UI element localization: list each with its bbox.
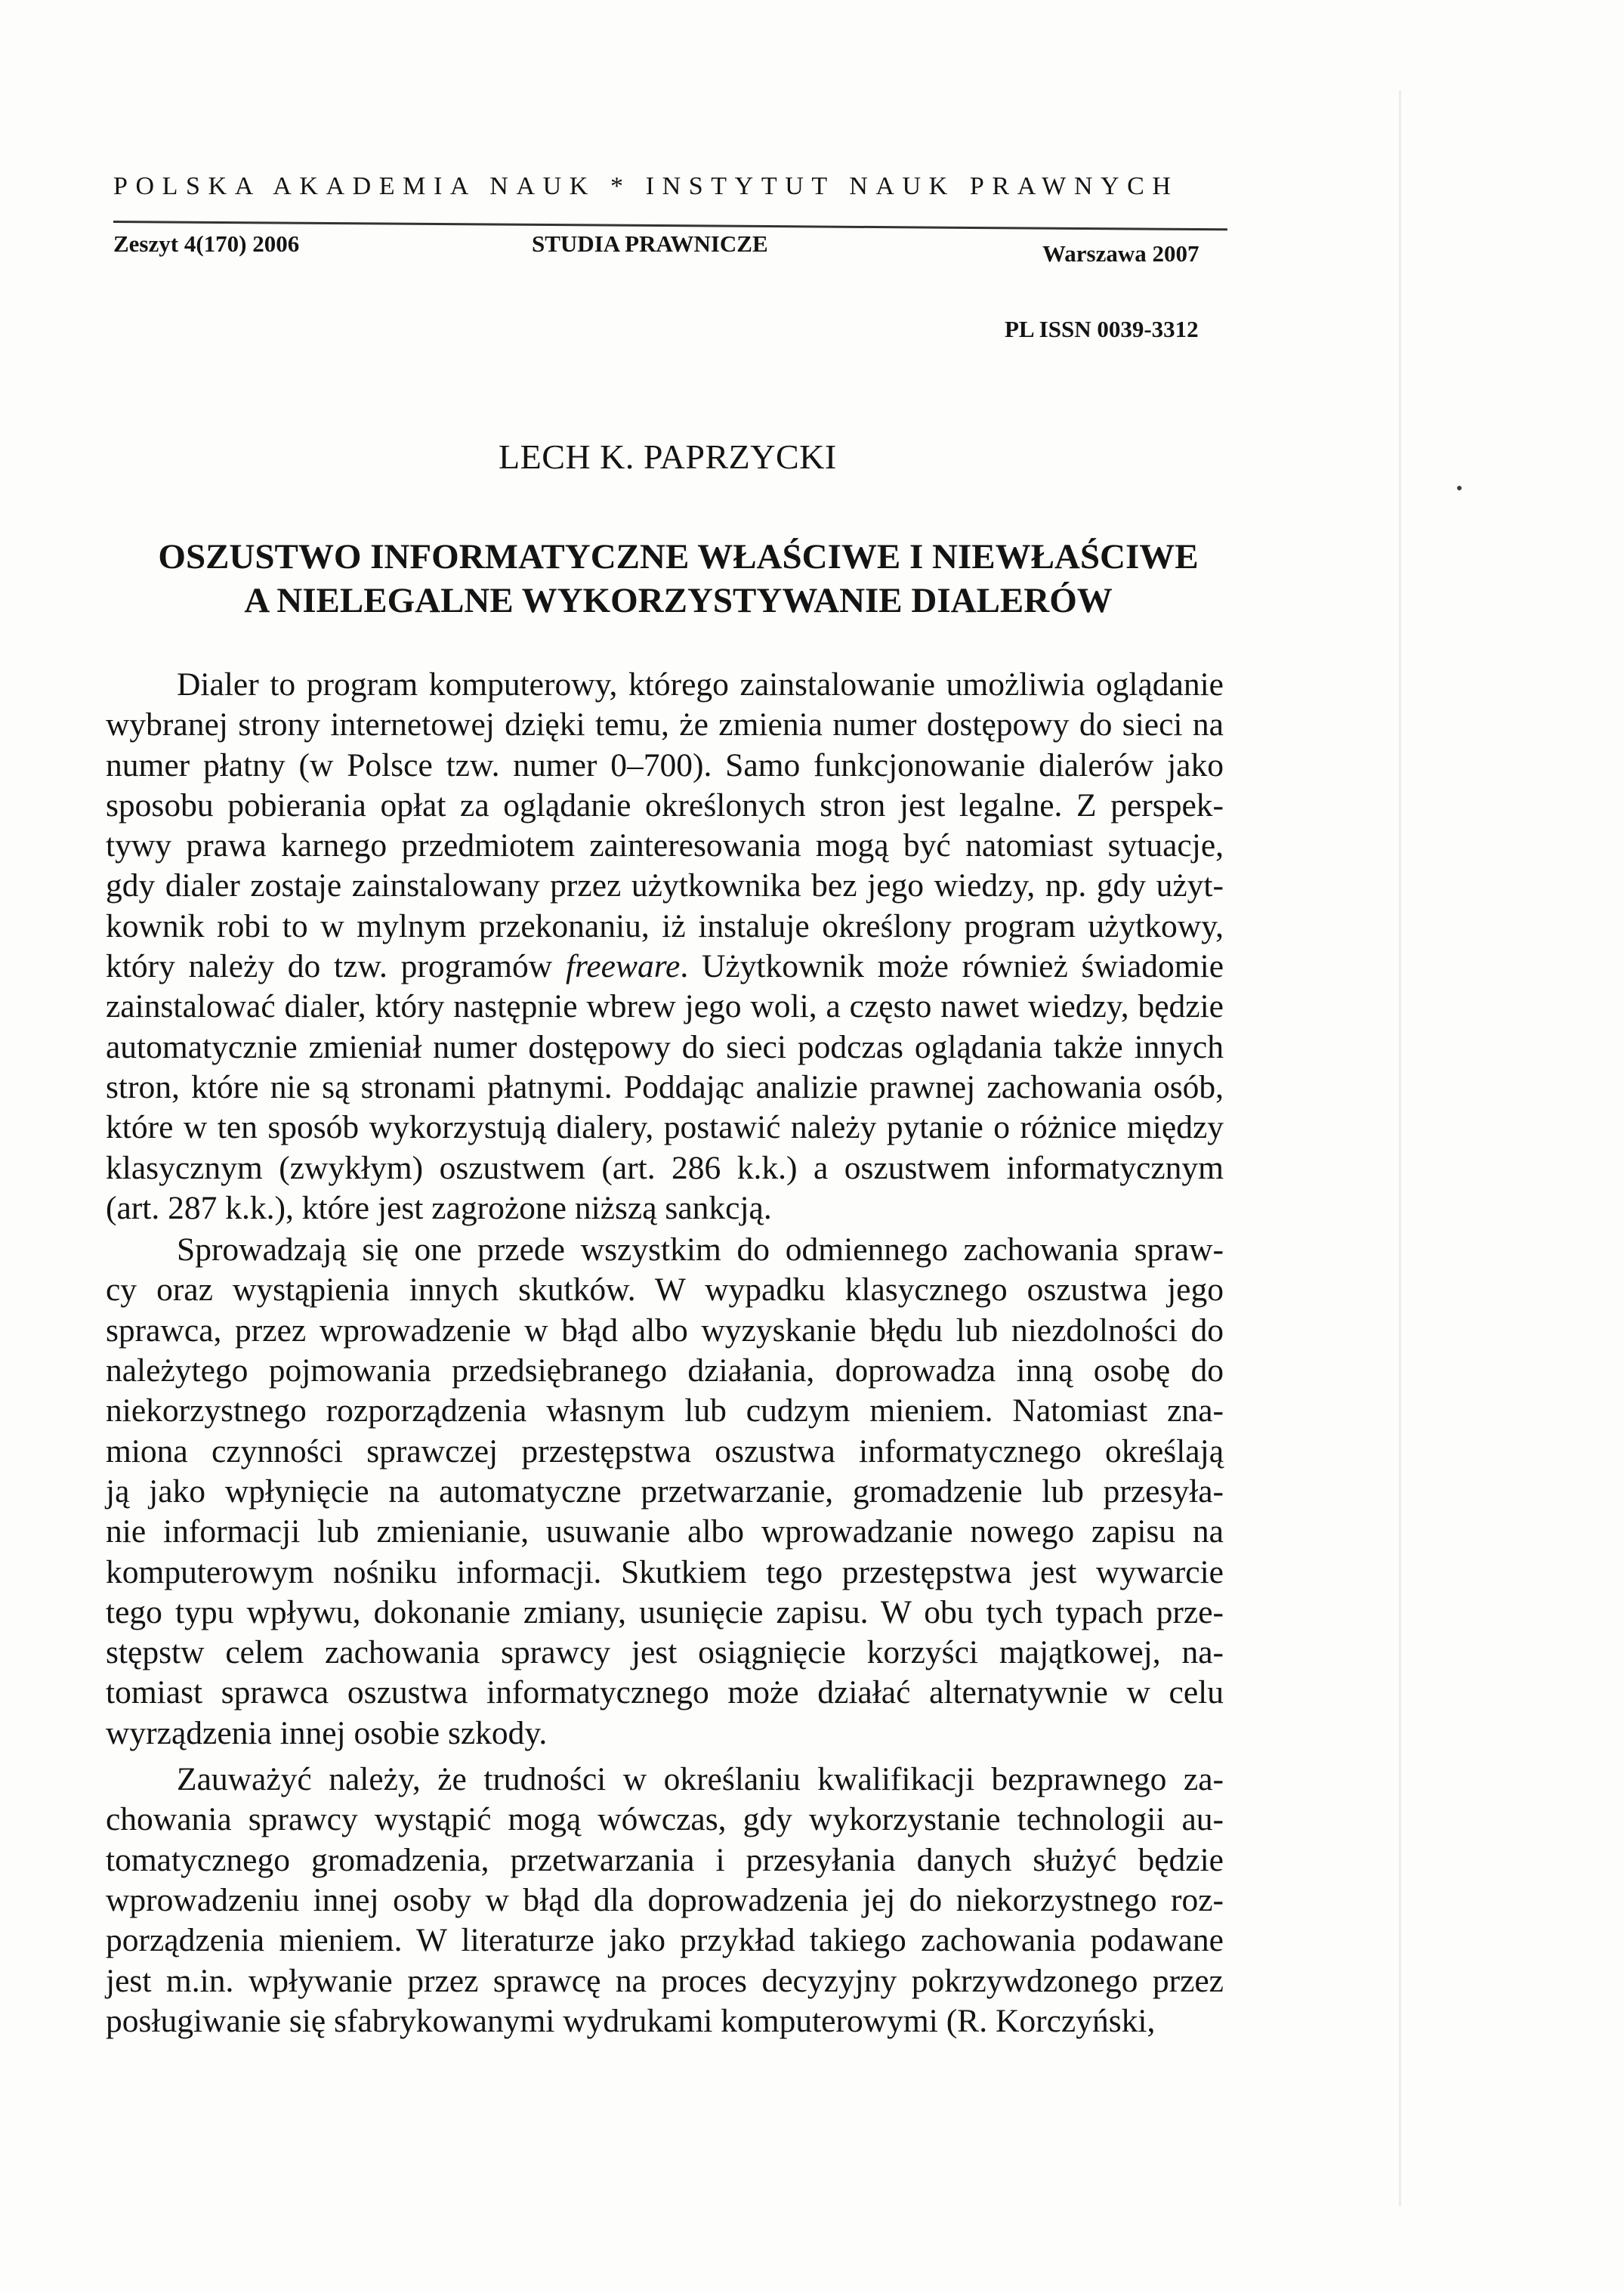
text-line: tego typu wpływu, dokonanie zmiany, usunięcie zapisu. W obu tych typach prze- — [106, 1593, 1224, 1630]
author-name: LECH K. PAPRZYCKI — [499, 437, 837, 476]
text-line: kownik robi to w mylnym przekonaniu, iż instaluje określony program użytkowy, — [106, 907, 1224, 944]
text-line: porządzenia mieniem. W literaturze jako przykład takiego zachowania podawane — [106, 1922, 1224, 1959]
text-line: Zauważyć należy, że trudności w określaniu kwalifikacji bezprawnego za- — [177, 1761, 1224, 1798]
text-line: sprawca, przez wprowadzenie w błąd albo wyzyskanie błędu lub niezdolności do — [106, 1312, 1224, 1349]
text-line: gdy dialer zostaje zainstalowany przez użytkownika bez jego wiedzy, np. gdy użyt- — [106, 867, 1224, 904]
text-line: (art. 287 k.k.), które jest zagrożone niższą sankcją. — [106, 1189, 772, 1226]
text-line: Dialer to program komputerowy, którego zainstalowanie umożliwia oglądanie — [177, 666, 1224, 703]
title-line: A NIELEGALNE WYKORZYSTYWANIE DIALERÓW — [244, 581, 1113, 620]
text-line: nie informacji lub zmienianie, usuwanie albo wprowadzanie nowego zapisu na — [106, 1513, 1224, 1550]
text-line: tomatycznego gromadzenia, przetwarzania i przesyłania danych służyć będzie — [106, 1841, 1224, 1878]
text-line: sposobu pobierania opłat za oglądanie określonych stron jest legalne. Z perspek- — [106, 786, 1224, 824]
text-line: tywy prawa karnego przedmiotem zainteresowania mogą być natomiast sytuacje, — [106, 827, 1224, 864]
text-line: posługiwanie się sfabrykowanymi wydrukami komputerowymi (R. Korczyński, — [106, 2002, 1156, 2039]
text-line: stron, które nie są stronami płatnymi. Poddając analizie prawnej zachowania osób, — [106, 1068, 1224, 1105]
text-line: komputerowym nośniku informacji. Skutkiem tego przestępstwa jest wywarcie — [106, 1553, 1224, 1590]
article-body — [106, 665, 1224, 2041]
place-year: Warszawa 2007 — [1042, 240, 1199, 267]
text-line: niekorzystnego rozporządzenia własnym lub cudzym mieniem. Natomiast zna- — [106, 1392, 1224, 1429]
text-line: stępstw celem zachowania sprawcy jest osiągnięcie korzyści majątkowej, na- — [106, 1634, 1224, 1671]
text-line: automatycznie zmieniał numer dostępowy do sieci podczas oglądania także innych — [106, 1028, 1224, 1065]
text-line: wybranej strony internetowej dzięki temu, że zmienia numer dostępowy do sieci na — [106, 706, 1224, 743]
scan-page-edge — [1399, 91, 1401, 2206]
issue-number: Zeszyt 4(170) 2006 — [113, 230, 300, 257]
title-line: OSZUSTWO INFORMATYCZNE WŁAŚCIWE I NIEWŁAŚCIWE — [158, 537, 1199, 576]
scan-speck — [1457, 486, 1462, 490]
header-rule — [113, 221, 1227, 230]
text-line: które w ten sposób wykorzystują dialery, postawić należy pytanie o różnice między — [106, 1109, 1224, 1146]
italic-term: freeware — [565, 948, 681, 985]
text-line: cy oraz wystąpienia innych skutków. W wypadku klasycznego oszustwa jego — [106, 1272, 1224, 1309]
text-line: zainstalować dialer, który następnie wbrew jego woli, a często nawet wiedzy, będzie — [106, 988, 1224, 1025]
text-line: chowania sprawcy wystąpić mogą wówczas, gdy wykorzystanie technologii au- — [106, 1801, 1224, 1838]
text-line: jest m.in. wpływanie przez sprawcę na proces decyzyjny pokrzywdzonego przez — [106, 1962, 1224, 1999]
paragraph — [106, 1760, 1224, 2041]
paragraph — [106, 1230, 1224, 1754]
text-line: wprowadzeniu innej osoby w błąd dla doprowadzenia jej do niekorzystnego roz- — [106, 1881, 1224, 1918]
text-line: należytego pojmowania przedsiębranego działania, doprowadza inną osobę do — [106, 1352, 1224, 1389]
paragraph — [106, 665, 1224, 1228]
text-line: klasycznym (zwykłym) oszustwem (art. 286 k.k.) a oszustwem informatycznym — [106, 1149, 1224, 1186]
running-head: POLSKA AKADEMIA NAUK * INSTYTUT NAUK PRAWNYCH — [113, 172, 1179, 200]
text-line: tomiast sprawca oszustwa informatycznego może działać alternatywnie w celu — [106, 1674, 1224, 1711]
line-tail: . Użytkownik może również świadomie — [680, 948, 1224, 985]
text-line: Sprowadzają się one przede wszystkim do odmiennego zachowania spraw- — [177, 1231, 1224, 1269]
text-line: numer płatny (w Polsce tzw. numer 0–700). Samo funkcjonowanie dialerów jako — [106, 746, 1224, 783]
issn: PL ISSN 0039-3312 — [1005, 316, 1199, 342]
text-line: wyrządzenia innej osobie szkody. — [106, 1714, 548, 1751]
text-line: ją jako wpłynięcie na automatyczne przetwarzanie, gromadzenie lub przesyła- — [106, 1473, 1224, 1510]
text-line: miona czynności sprawczej przestępstwa oszustwa informatycznego określają — [106, 1432, 1224, 1469]
journal-name: STUDIA PRAWNICZE — [532, 230, 768, 257]
text-line: który należy do tzw. programów freeware. Użytkownik może również świadomie — [106, 948, 1224, 985]
article-title — [127, 535, 1230, 623]
